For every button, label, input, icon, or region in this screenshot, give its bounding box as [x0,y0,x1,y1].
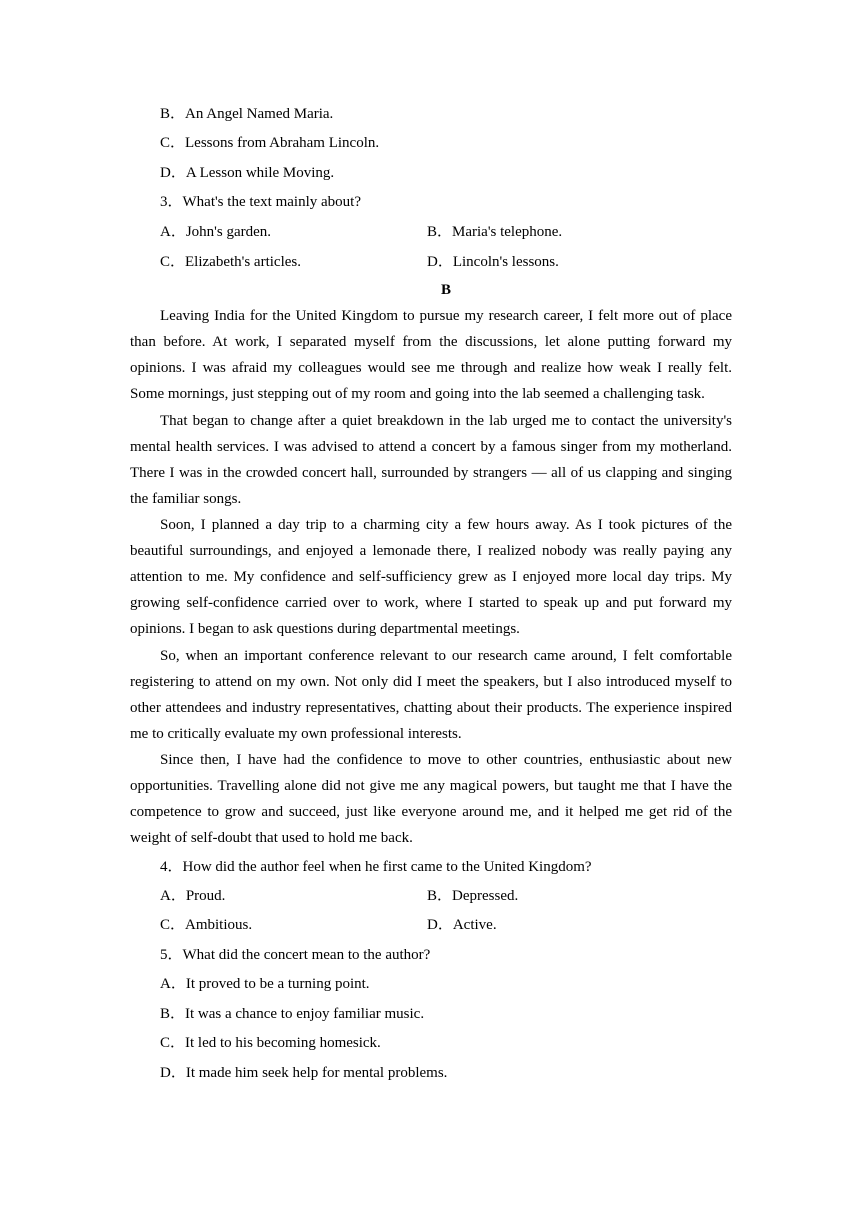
passage-paragraph-4: So, when an important conference relevant to our research came around, I felt comfortable registering to attend on my own. Not only did I meet the speakers, but I also introduced myself to other attendees and industry representatives, chatting about their products. The experience inspired me to critically evaluate my own professional interests. [130,648,732,743]
question-5: 5．What did the concert mean to the author? [160,947,431,963]
q5-option-a: A．It proved to be a turning point. [160,976,370,992]
question-3: 3．What's the text mainly about? [160,194,361,210]
section-title: B [440,282,451,298]
passage-paragraph-1: Leaving India for the United Kingdom to pursue my research career, I felt more out of place than before. At work, I separated myself from the discussions, let alone putting forward my opinions. I was afraid my colleagues would see me through and realize how weak I really felt. Some mornings, just stepping out of my room and going into the lab seemed a challenging task. [130,308,732,403]
q5-option-c: C．It led to his becoming homesick. [160,1035,381,1051]
option-b: B．An Angel Named Maria. [160,106,334,122]
question-4: 4．How did the author feel when he first came to the United Kingdom? [160,859,592,875]
q4-option-a: A．Proud. [160,888,226,904]
option-d: D．A Lesson while Moving. [160,165,335,181]
q4-option-b: B．Depressed. [427,888,519,904]
passage-paragraph-2: That began to change after a quiet breakdown in the lab urged me to contact the university's mental health services. I was advised to attend a concert by a famous singer from my motherland. There I was in the crowded concert hall, surrounded by strangers — all of us clapping and singing the familiar songs. [130,413,732,508]
q3-option-a: A．John's garden. [160,224,272,240]
q3-option-d: D．Lincoln's lessons. [427,254,559,270]
q4-option-c: C．Ambitious. [160,917,253,933]
passage-paragraph-5: Since then, I have had the confidence to move to other countries, enthusiastic about new opportunities. Travelling alone did not give me any magical powers, but taught me that I have the competence to grow and succeed, just like everyone around me, and it helped me get rid of the weight of self-doubt that used to hold me back. [130,752,732,847]
q4-option-d: D．Active. [427,917,497,933]
q3-option-c: C．Elizabeth's articles. [160,254,301,270]
passage-paragraph-3: Soon, I planned a day trip to a charming city a few hours away. As I took pictures of the beautiful surroundings, and enjoyed a lemonade there, I realized nobody was really paying any attention to me. My confidence and self-sufficiency grew as I enjoyed more local day trips. My growing self-confidence carried over to work, where I started to speak up and put forward my opinions. I began to ask questions during departmental meetings. [130,517,732,638]
option-c: C．Lessons from Abraham Lincoln. [160,135,380,151]
q5-option-d: D．It made him seek help for mental problems. [160,1065,448,1081]
q3-option-b: B．Maria's telephone. [427,224,563,240]
q5-option-b: B．It was a chance to enjoy familiar music. [160,1006,425,1022]
